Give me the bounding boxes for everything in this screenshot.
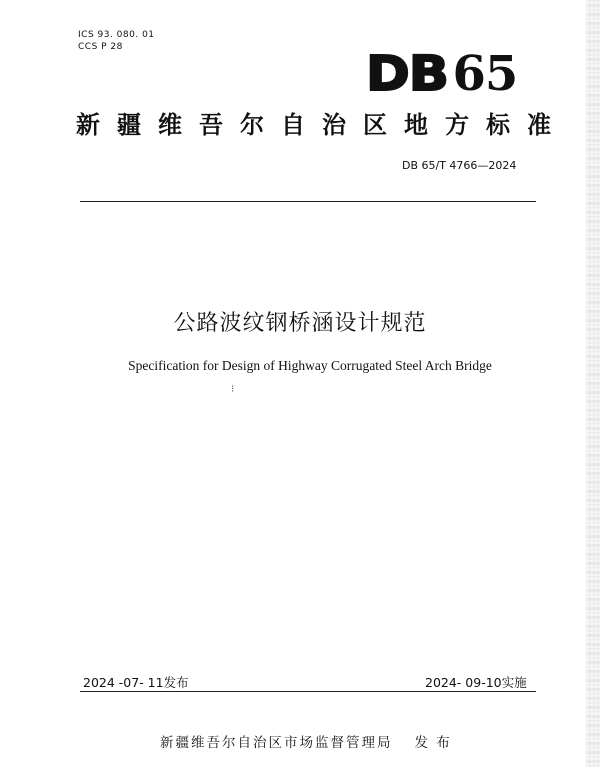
top-divider: [80, 201, 536, 202]
document-title-en: Specification for Design of Highway Corrugated Steel Arch Bridge: [128, 358, 492, 373]
release-date: 2024 -07- 11发布: [83, 675, 189, 690]
classification-codes: [78, 29, 155, 53]
db-logo-number: 65: [452, 46, 518, 102]
ics-code: ICS 93. 080. 01: [78, 30, 155, 40]
db65-logo: [366, 47, 517, 101]
document-title-zh: 公路波纹钢桥涵设计规范: [173, 311, 427, 336]
issuer-line: [160, 731, 452, 751]
scan-mark: ⁝: [231, 384, 235, 395]
issuer-name: 新疆维吾尔自治区市场监督管理局: [160, 735, 393, 751]
scan-edge: [586, 0, 600, 767]
bottom-divider: [80, 691, 536, 692]
db-logo-letters: DB: [366, 46, 448, 102]
issue-word: 发 布: [414, 735, 452, 751]
ccs-code: CCS P 28: [78, 42, 123, 52]
implementation-date: 2024- 09-10实施: [425, 675, 527, 690]
standard-type-heading: 新疆维吾尔自治区地方标准: [76, 111, 568, 139]
standard-code: DB 65/T 4766—2024: [402, 159, 517, 172]
